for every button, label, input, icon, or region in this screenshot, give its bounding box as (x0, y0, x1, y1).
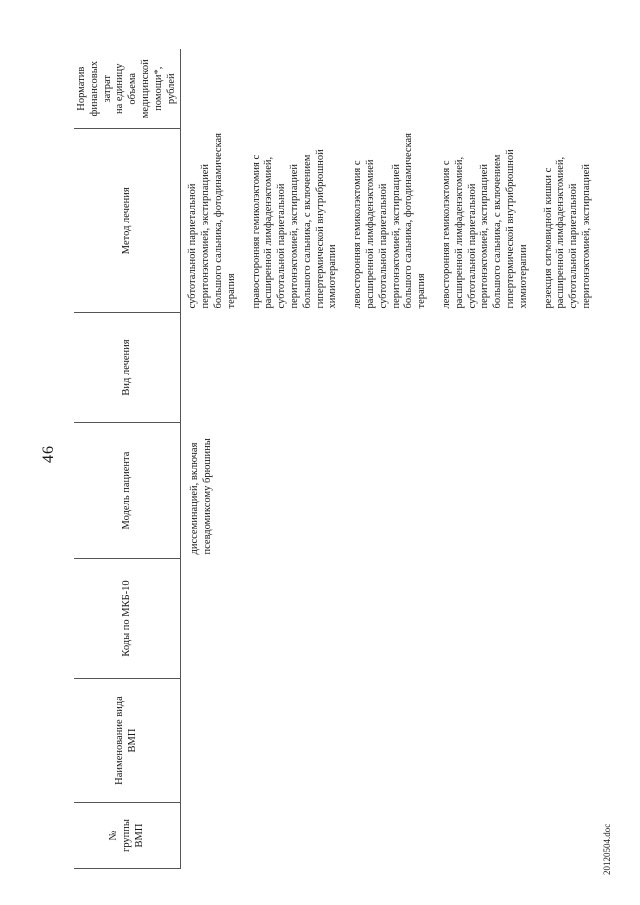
treatment-method-line: левосторонняя гемиколэктомия с (440, 160, 452, 309)
header-cost-norm (74, 49, 181, 129)
treatment-method-line: гипертермической внутрибрюшной (314, 149, 326, 309)
treatment-method-line: большого сальника, фотодинамическая (212, 132, 224, 309)
header-patient-model (74, 423, 181, 559)
header-text-line: на единицу объема (114, 63, 139, 114)
treatment-method-line: расширенной лимфаденэктомией (364, 159, 376, 309)
header-icd-codes (74, 559, 181, 679)
cell-vmp-name (181, 679, 606, 803)
vmp-table (74, 49, 606, 869)
treatment-method-line: правосторонняя гемиколэктомия с (250, 154, 262, 309)
cell-icd-codes (181, 559, 606, 679)
cell-group-number (181, 803, 606, 869)
table-body (181, 49, 606, 869)
cell-cost-norm (181, 49, 606, 129)
cell-patient-model (181, 423, 606, 559)
treatment-method-line: субтотальной париетальной (377, 183, 389, 309)
document-footer: 20120504.doc (602, 823, 612, 875)
treatment-method-item (352, 133, 429, 309)
treatment-method-line: химиотерапии (327, 244, 339, 309)
treatment-method-line: перитонэктомией, экстирпацией (390, 164, 402, 309)
treatment-method-line: расширенной лимфаденэктомией, (555, 156, 567, 309)
treatment-method-line: субтотальной париетальной (187, 183, 199, 309)
treatment-method-line: большого сальника, фотодинамическая (403, 132, 415, 309)
header-text-line: Коды по МКБ-10 (120, 580, 132, 657)
header-treatment-method (74, 129, 181, 313)
header-text-line: Модель пациента (120, 451, 132, 530)
treatment-method-line: большого сальника, с включением (492, 154, 504, 309)
header-text-line: Вид лечения (120, 339, 132, 396)
header-treatment-type (74, 313, 181, 423)
page-number: 46 (40, 445, 57, 463)
treatment-method-line: терапия (225, 273, 237, 309)
treatment-method-line: расширенной лимфаденэктомией, (263, 156, 275, 309)
header-text-line: Наименование вида ВМП (114, 696, 139, 785)
header-text-line: медицинской (139, 59, 151, 119)
cell-treatment-type (181, 313, 606, 423)
treatment-method-line: резекция сигмовидной кишки с (542, 167, 554, 309)
treatment-method-line: субтотальной париетальной (276, 183, 288, 309)
header-text-line: Метод лечения (120, 187, 132, 255)
treatment-method-line: перитонэктомией, экстирпацией (479, 164, 491, 309)
header-text-line: финансовых затрат (88, 60, 113, 117)
treatment-method-line: расширенной лимфаденэктомией, (453, 156, 465, 309)
treatment-method-line: гипертермической внутрибрюшной (504, 149, 516, 309)
header-text-line: группы (120, 819, 132, 852)
header-text-line: помощи*, рублей (152, 66, 177, 111)
cell-treatment-methods (181, 129, 606, 313)
treatment-method-item (543, 133, 594, 309)
table-header-row (74, 49, 181, 869)
table-row (181, 49, 606, 869)
treatment-method-line: химиотерапии (517, 244, 529, 309)
patient-model-line: диссеминацией, включая (189, 442, 201, 555)
treatment-method-line: большого сальника, с включением (301, 154, 313, 309)
header-group-number (74, 803, 181, 869)
treatment-method-line: перитонэктомией, экстирпацией (580, 164, 592, 309)
treatment-method-line: субтотальной париетальной (466, 183, 478, 309)
treatment-method-line: левосторонняя гемиколэктомия с (352, 160, 364, 309)
header-text-line: № (107, 830, 119, 841)
treatment-method-line: перитонэктомией, экстирпацией (288, 164, 300, 309)
header-text-line: Норматив (76, 66, 87, 111)
treatment-method-line: субтотальной париетальной (568, 183, 580, 309)
treatment-method-item (441, 133, 531, 309)
treatment-method-line: перитонэктомией, экстирпацией (200, 164, 212, 309)
header-vmp-name (74, 679, 181, 803)
treatment-method-line: терапия (416, 273, 428, 309)
treatment-method-item (251, 133, 341, 309)
treatment-method-item (187, 133, 238, 309)
patient-model-line: псевдомиксому брюшины (202, 438, 214, 555)
header-text-line: ВМП (133, 823, 145, 848)
table-header (74, 49, 181, 869)
